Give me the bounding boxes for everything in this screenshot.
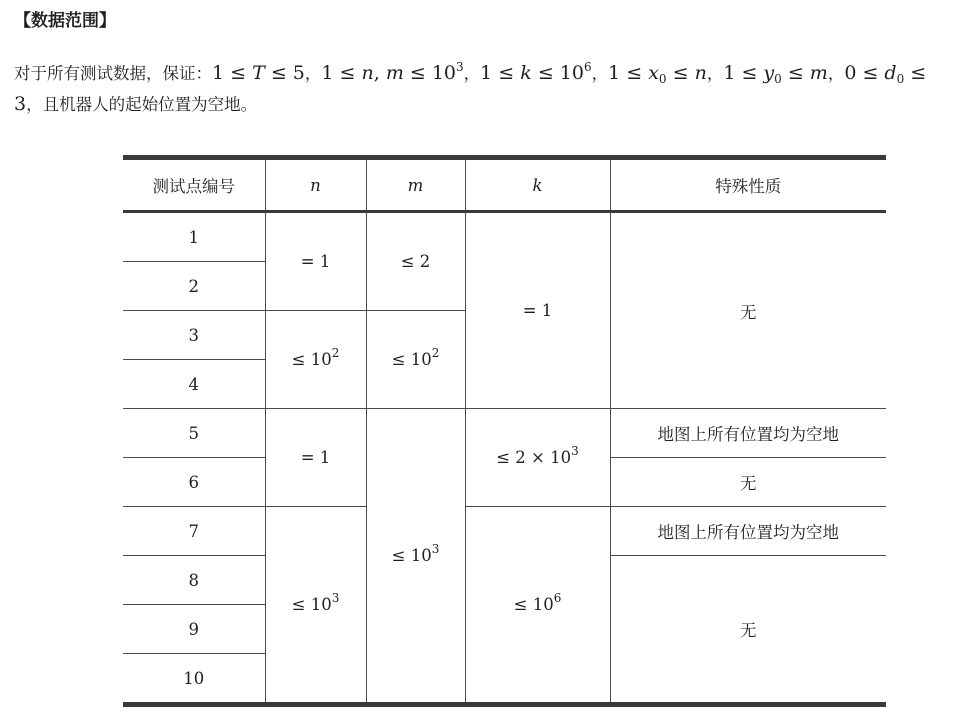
property-cell: 地图上所有位置均为空地 <box>610 409 886 458</box>
property-cell: 无 <box>610 556 886 705</box>
header-property: 特殊性质 <box>610 158 886 212</box>
table-header-row <box>123 158 886 212</box>
n-cell: ≤ $10^3$ <box>265 507 366 705</box>
test-data-table <box>123 155 886 707</box>
property-cell: 无 <box>610 458 886 507</box>
header-k: k <box>465 158 610 212</box>
n-cell: ≤ $10^2$ <box>265 311 366 409</box>
test-id-cell: 4 <box>123 360 265 409</box>
table-row <box>123 507 886 556</box>
test-id-cell: 8 <box>123 556 265 605</box>
section-title: 【数据范围】 <box>14 11 116 31</box>
n-cell: = 1 <box>265 409 366 507</box>
m-cell: ≤ $10^3$ <box>366 409 465 705</box>
m-cell: ≤ 2 <box>366 212 465 311</box>
header-test-id: 测试点编号 <box>123 158 265 212</box>
test-id-cell: 7 <box>123 507 265 556</box>
n-cell: = 1 <box>265 212 366 311</box>
k-cell: ≤ $10^6$ <box>465 507 610 705</box>
constraints-paragraph: 对于所有测试数据，保证：1 ≤ T ≤ 5，1 ≤ n, $m \le 10^3$，$1 \le k \le 10^6$，$1 \le x_0 \le n$，$1 \le y_0 \le m$，$0 \le d_0 \le 3$，且机器人的起始位置为空地。 <box>14 60 927 115</box>
header-n: n <box>265 158 366 212</box>
test-id-cell: 1 <box>123 212 265 262</box>
test-id-cell: 9 <box>123 605 265 654</box>
m-cell: ≤ $10^2$ <box>366 311 465 409</box>
test-id-cell: 2 <box>123 262 265 311</box>
k-cell: = 1 <box>465 212 610 409</box>
test-id-cell: 3 <box>123 311 265 360</box>
table-row <box>123 409 886 458</box>
test-id-cell: 10 <box>123 654 265 705</box>
table-row <box>123 212 886 262</box>
test-id-cell: 5 <box>123 409 265 458</box>
property-cell: 无 <box>610 212 886 409</box>
property-cell: 地图上所有位置均为空地 <box>610 507 886 556</box>
header-m: m <box>366 158 465 212</box>
test-id-cell: 6 <box>123 458 265 507</box>
k-cell: ≤ $2 \times 10^3$ <box>465 409 610 507</box>
